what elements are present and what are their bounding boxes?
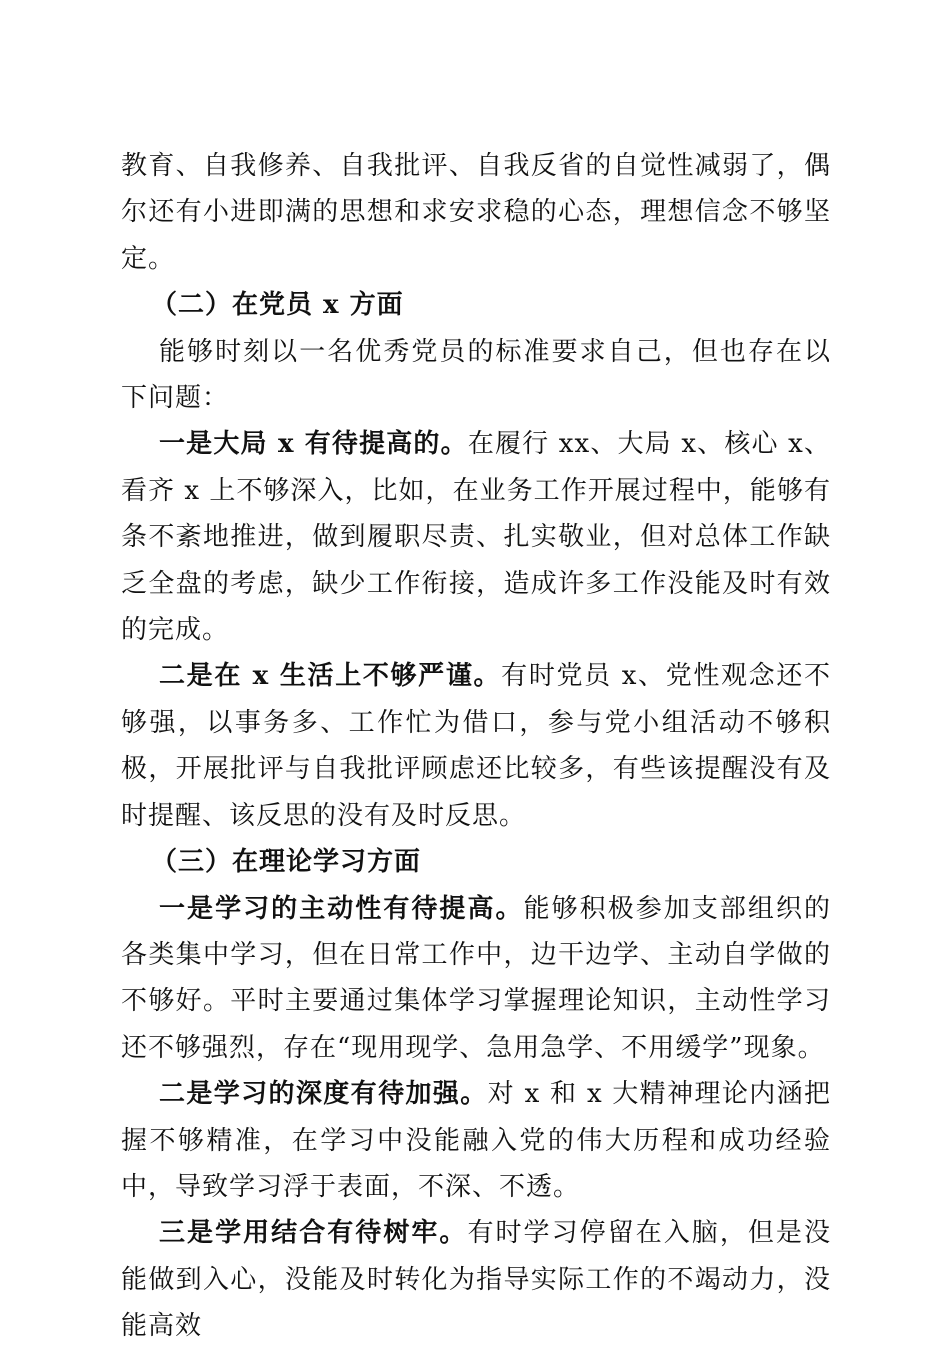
paragraph-party-life <box>121 653 831 839</box>
paragraph-text: 能够积极参加支部组织的各类集中学习，但在日常工作中，边干边学、主动自学做的不够好。平时主要通过集体学习掌握理论知识，主动性学习还不够强烈，存在“现用现学、急用急学、不用缓学”现象。 <box>121 893 831 1063</box>
paragraph-text: 对 x 和 x 大精神理论内涵把握不够精准，在学习中没能融入党的伟大历程和成功经验中，导致学习浮于表面，不深、不透。 <box>121 1079 831 1202</box>
paragraph-lead: 一是学习的主动性有待提高。 <box>159 893 524 924</box>
paragraph-party-member-intro: 能够时刻以一名优秀党员的标准要求自己，但也存在以下问题： <box>121 336 831 414</box>
paragraph-text: 有时党员 x、党性观念还不够强，以事务多、工作忙为借口，参与党小组活动不够积极，开展批评与自我批评顾虑还比较多，有些该提醒没有及时提醒、该反思的没有及时反思。 <box>121 661 831 831</box>
paragraph-big-picture <box>121 421 831 653</box>
paragraph-study-application <box>121 1210 831 1349</box>
paragraph-text: 在履行 xx、大局 x、核心 x、看齐 x 上不够深入，比如，在业务工作开展过程中，能够有条不紊地推进，做到履职尽责、扎实敬业，但对总体工作缺乏全盘的考虑，缺少工作衔接，造成许多工作没能及时有效的完成。 <box>121 429 832 646</box>
paragraph-continued: 教育、自我修养、自我批评、自我反省的自觉性减弱了，偶尔还有小进即满的思想和求安求稳的心态，理想信念不够坚定。 <box>121 151 831 274</box>
document-body <box>121 143 831 1350</box>
paragraph-text: 有时学习停留在入脑，但是没能做到入心，没能及时转化为指导实际工作的不竭动力，没能高效 <box>121 1218 831 1342</box>
paragraph-lead: 三是学用结合有待树牢。 <box>159 1218 468 1249</box>
paragraph-study-initiative <box>121 886 831 1072</box>
section-heading-party-member: （二）在党员 x 方面 <box>151 290 404 321</box>
paragraph-lead: 二是学习的深度有待加强。 <box>159 1079 488 1110</box>
section-heading-theory-study: （三）在理论学习方面 <box>151 847 422 878</box>
paragraph-lead: 二是在 x 生活上不够严谨。 <box>159 661 502 692</box>
paragraph-study-depth <box>121 1071 831 1210</box>
paragraph-lead: 一是大局 x 有待提高的。 <box>159 429 468 460</box>
